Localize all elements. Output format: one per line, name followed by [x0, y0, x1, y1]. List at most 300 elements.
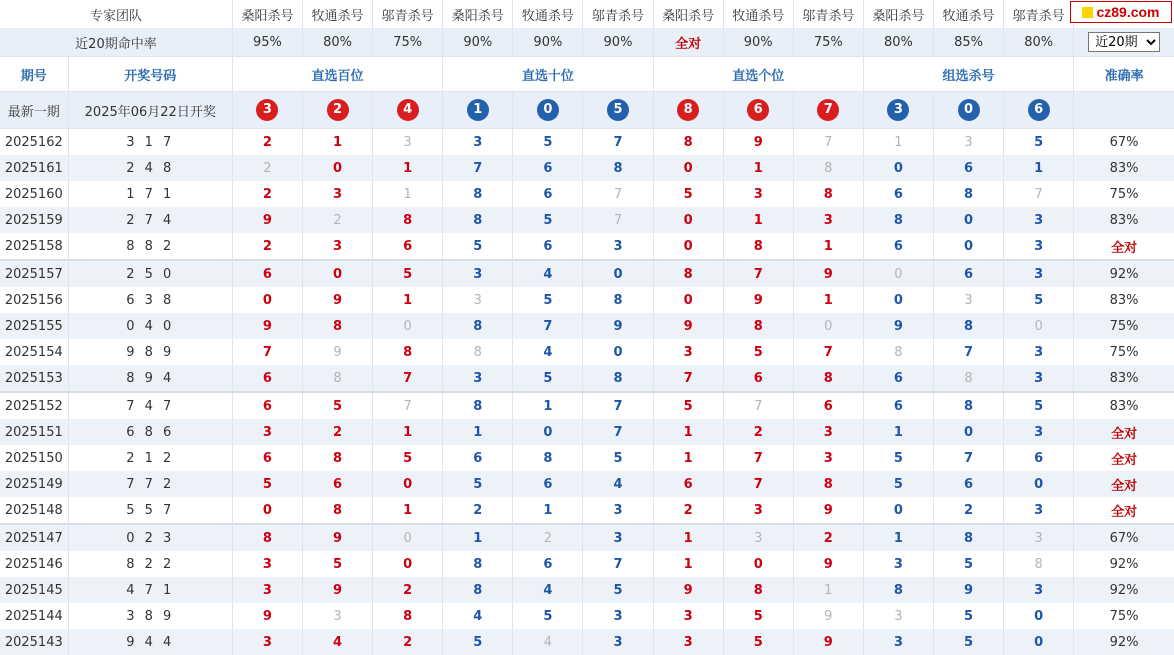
expert-name: 牧通杀号 [303, 0, 373, 28]
pick-number: 9 [333, 582, 343, 598]
pick-number: 1 [753, 160, 763, 176]
pick-number-missed: 8 [964, 370, 973, 386]
accuracy-rate: 92% [1074, 260, 1174, 287]
accuracy-rate: 83% [1074, 392, 1174, 419]
accuracy-rate: 83% [1074, 155, 1174, 181]
pick-number: 8 [823, 370, 833, 386]
pick-number: 1 [893, 424, 903, 440]
pick-number: 8 [683, 134, 693, 150]
pick-number: 9 [893, 318, 903, 334]
pick-number: 0 [1034, 608, 1044, 624]
pick-ball: 8 [677, 99, 699, 121]
draw-numbers: 8 2 2 [68, 551, 232, 577]
pick-number: 6 [333, 476, 343, 492]
pick-number-missed: 9 [824, 608, 833, 624]
draw-numbers: 2 4 8 [68, 155, 232, 181]
pick-number: 8 [473, 186, 483, 202]
draw-numbers: 3 1 7 [68, 129, 232, 156]
issue-header: 期号 [0, 57, 68, 92]
hit-rate: 90% [723, 28, 793, 57]
pick-number: 6 [543, 238, 553, 254]
pick-number: 8 [333, 318, 343, 334]
pick-number: 2 [262, 134, 272, 150]
pick-number: 3 [333, 238, 343, 254]
pick-number: 3 [613, 238, 623, 254]
pick-number-missed: 3 [333, 608, 342, 624]
hit-rate: 80% [863, 28, 933, 57]
pick-number: 5 [543, 292, 553, 308]
pick-number: 8 [262, 530, 272, 546]
pick-number: 1 [823, 238, 833, 254]
pick-number: 1 [403, 424, 413, 440]
pick-number: 0 [964, 212, 974, 228]
accuracy-rate: 全对 [1074, 471, 1174, 497]
pick-number: 7 [964, 344, 974, 360]
history-row [0, 471, 1174, 497]
pick-number: 0 [613, 266, 623, 282]
draw-numbers: 8 9 4 [68, 365, 232, 392]
expert-name: 邬青杀号 [373, 0, 443, 28]
pick-ball: 0 [958, 99, 980, 121]
issue-number: 2025157 [0, 260, 68, 287]
pick-number: 7 [753, 476, 763, 492]
history-row [0, 392, 1174, 419]
issue-number: 2025158 [0, 233, 68, 260]
accuracy-rate: 全对 [1111, 240, 1138, 256]
pick-number-missed: 3 [473, 292, 482, 308]
pick-number: 8 [403, 608, 413, 624]
pick-number: 6 [543, 160, 553, 176]
pick-ball: 3 [887, 99, 909, 121]
pick-number: 8 [964, 318, 974, 334]
pick-number: 3 [683, 344, 693, 360]
pick-ball: 5 [607, 99, 629, 121]
pick-number: 8 [473, 318, 483, 334]
pick-number: 0 [893, 502, 903, 518]
issue-number: 2025161 [0, 155, 68, 181]
pick-number: 8 [333, 450, 343, 466]
pick-number: 8 [613, 160, 623, 176]
team-label: 专家团队 [0, 0, 232, 28]
pick-number: 8 [613, 370, 623, 386]
pick-number: 0 [403, 556, 413, 572]
pick-number: 1 [683, 556, 693, 572]
pick-number: 0 [543, 424, 553, 440]
pick-number: 3 [262, 556, 272, 572]
draw-numbers: 0 2 3 [68, 524, 232, 551]
pick-number: 7 [683, 370, 693, 386]
pick-number: 9 [823, 556, 833, 572]
pick-number-missed: 3 [964, 134, 973, 150]
pick-ball: 1 [467, 99, 489, 121]
pick-number: 8 [683, 266, 693, 282]
hit-rate: 90% [583, 28, 653, 57]
issue-number: 2025146 [0, 551, 68, 577]
issue-number: 2025145 [0, 577, 68, 603]
draw-numbers: 7 4 7 [68, 392, 232, 419]
pick-number: 0 [893, 292, 903, 308]
pick-number-missed: 8 [473, 344, 482, 360]
pick-number: 6 [262, 370, 272, 386]
expert-team-row [0, 0, 1174, 28]
pick-number: 3 [683, 608, 693, 624]
hit-rate-row [0, 28, 1174, 57]
accuracy-rate: 83% [1074, 207, 1174, 233]
pick-number: 0 [683, 212, 693, 228]
pick-ball: 3 [256, 99, 278, 121]
draw-numbers: 1 7 1 [68, 181, 232, 207]
pick-number: 1 [473, 424, 483, 440]
pick-number: 6 [964, 266, 974, 282]
pick-number: 9 [333, 530, 343, 546]
draw-numbers: 2 1 2 [68, 445, 232, 471]
history-row [0, 551, 1174, 577]
pick-number: 9 [753, 134, 763, 150]
pick-number: 4 [473, 608, 483, 624]
pick-number: 3 [1034, 424, 1044, 440]
latest-date: 2025年06月22日开奖 [68, 92, 232, 129]
pick-number: 2 [753, 424, 763, 440]
accuracy-rate: 83% [1109, 292, 1139, 308]
pick-number: 7 [753, 266, 763, 282]
pick-number: 5 [753, 634, 763, 650]
pick-number-missed: 8 [1034, 556, 1043, 572]
pick-number: 5 [964, 634, 974, 650]
issue-number: 2025160 [0, 181, 68, 207]
issue-number: 2025154 [0, 339, 68, 365]
draw-numbers: 8 8 2 [68, 233, 232, 260]
pick-number: 5 [473, 634, 483, 650]
history-row [0, 313, 1174, 339]
pick-number: 1 [543, 398, 553, 414]
expert-name: 牧通杀号 [723, 0, 793, 28]
pick-number: 8 [964, 530, 974, 546]
period-select-cell [1074, 28, 1174, 57]
pick-number: 0 [683, 160, 693, 176]
pick-number: 8 [964, 186, 974, 202]
pick-number: 5 [403, 266, 413, 282]
hit-rate-full: 全对 [653, 28, 723, 57]
pick-number: 6 [964, 160, 974, 176]
pick-number-missed: 7 [824, 134, 833, 150]
pick-number: 2 [964, 502, 974, 518]
pick-number: 2 [823, 530, 833, 546]
pick-number: 6 [893, 370, 903, 386]
pick-number: 4 [543, 266, 553, 282]
pick-number: 9 [333, 292, 343, 308]
pick-number: 6 [1034, 450, 1044, 466]
pick-number-missed: 7 [613, 186, 623, 202]
pick-number-missed: 3 [1034, 530, 1043, 546]
pick-number: 5 [683, 398, 693, 414]
pick-number: 3 [1034, 266, 1044, 282]
pick-number-missed: 3 [754, 530, 763, 546]
pick-ball: 6 [747, 99, 769, 121]
history-row [0, 497, 1174, 524]
pick-number: 0 [403, 476, 413, 492]
logo-square-icon [1082, 7, 1093, 18]
pick-number: 3 [1034, 212, 1044, 228]
history-row [0, 577, 1174, 603]
pick-number: 0 [893, 160, 903, 176]
pick-number: 0 [1034, 634, 1044, 650]
issue-number: 2025162 [0, 129, 68, 156]
history-row [0, 233, 1174, 260]
pick-number: 3 [613, 608, 623, 624]
pick-number-missed: 9 [333, 344, 342, 360]
pick-number: 3 [683, 634, 693, 650]
pick-number: 7 [543, 318, 553, 334]
pick-number: 8 [753, 238, 763, 254]
accuracy-header: 准确率 [1074, 57, 1174, 92]
pick-number: 8 [753, 582, 763, 598]
pick-number: 5 [753, 608, 763, 624]
pick-number: 9 [823, 634, 833, 650]
pick-ball: 2 [327, 99, 349, 121]
pick-number: 5 [543, 370, 553, 386]
pick-number: 8 [473, 582, 483, 598]
pick-number: 6 [543, 186, 553, 202]
pick-number: 3 [333, 186, 343, 202]
pick-number-missed: 1 [824, 582, 833, 598]
pick-number-missed: 2 [333, 212, 342, 228]
pick-number: 0 [333, 160, 343, 176]
draw-numbers: 9 4 4 [68, 629, 232, 655]
pick-number: 1 [403, 502, 413, 518]
pick-number: 0 [683, 292, 693, 308]
pick-number: 8 [893, 582, 903, 598]
pick-number: 2 [262, 186, 272, 202]
accuracy-rate: 75% [1109, 344, 1139, 360]
hundreds-header: 直选百位 [232, 57, 442, 92]
pick-number: 8 [893, 212, 903, 228]
pick-number: 5 [333, 398, 343, 414]
issue-number: 2025149 [0, 471, 68, 497]
expert-name: 邬青杀号 [793, 0, 863, 28]
hit-rate: 75% [793, 28, 863, 57]
pick-number: 1 [893, 530, 903, 546]
pick-number-missed: 7 [1034, 186, 1043, 202]
pick-number: 4 [543, 582, 553, 598]
pick-number: 3 [1034, 370, 1044, 386]
expert-name: 牧通杀号 [513, 0, 583, 28]
tens-header: 直选十位 [443, 57, 653, 92]
pick-number: 7 [823, 344, 833, 360]
issue-number: 2025147 [0, 524, 68, 551]
pick-number: 1 [1034, 160, 1044, 176]
expert-name: 邬青杀号 [1004, 0, 1074, 28]
pick-number: 3 [1034, 582, 1044, 598]
issue-number: 2025151 [0, 419, 68, 445]
pick-number: 6 [893, 238, 903, 254]
issue-number: 2025159 [0, 207, 68, 233]
pick-number: 3 [823, 450, 833, 466]
pick-number: 3 [1034, 344, 1044, 360]
latest-row [0, 92, 1174, 129]
pick-number: 1 [333, 134, 343, 150]
pick-number: 5 [613, 450, 623, 466]
pick-number: 0 [1034, 476, 1044, 492]
pick-number: 5 [1034, 292, 1044, 308]
pick-number: 5 [893, 476, 903, 492]
pick-number-missed: 0 [403, 318, 412, 334]
pick-number: 7 [613, 556, 623, 572]
pick-number: 8 [473, 212, 483, 228]
pick-number-missed: 7 [403, 398, 412, 414]
pick-number: 3 [262, 582, 272, 598]
pick-number: 3 [753, 502, 763, 518]
pick-number: 3 [473, 134, 483, 150]
pick-ball: 4 [397, 99, 419, 121]
site-logo[interactable] [1070, 1, 1172, 23]
hit-rate: 90% [513, 28, 583, 57]
pick-number: 3 [613, 530, 623, 546]
expert-name: 桑阳杀号 [232, 0, 302, 28]
pick-number: 6 [473, 450, 483, 466]
pick-number-missed: 0 [1034, 318, 1043, 334]
expert-name: 牧通杀号 [933, 0, 1003, 28]
pick-number: 2 [683, 502, 693, 518]
hit-rate: 95% [232, 28, 302, 57]
accuracy-rate: 92% [1074, 629, 1174, 655]
pick-number: 6 [964, 476, 974, 492]
pick-number: 5 [543, 212, 553, 228]
pick-number: 9 [683, 318, 693, 334]
pick-number: 8 [964, 398, 974, 414]
pick-number: 5 [893, 450, 903, 466]
pick-number: 3 [893, 634, 903, 650]
pick-number: 8 [613, 292, 623, 308]
history-row [0, 129, 1174, 156]
pick-number-missed: 2 [263, 160, 272, 176]
draw-numbers: 2 7 4 [68, 207, 232, 233]
accuracy-rate: 67% [1074, 524, 1174, 551]
pick-number: 6 [262, 266, 272, 282]
accuracy-rate: 全对 [1111, 504, 1138, 520]
pick-number: 2 [403, 582, 413, 598]
pick-number: 2 [262, 238, 272, 254]
pick-ball: 7 [817, 99, 839, 121]
pick-number: 0 [683, 238, 693, 254]
pick-number: 1 [683, 530, 693, 546]
hit-rate: 80% [303, 28, 373, 57]
pick-number-missed: 7 [754, 398, 763, 414]
period-select[interactable] [1088, 32, 1160, 52]
pick-number-missed: 3 [964, 292, 973, 308]
history-row [0, 365, 1174, 392]
latest-accuracy [1074, 92, 1174, 129]
history-row [0, 155, 1174, 181]
draw-numbers: 2 5 0 [68, 260, 232, 287]
pick-number-missed: 8 [333, 370, 342, 386]
issue-number: 2025143 [0, 629, 68, 655]
accuracy-rate: 83% [1074, 365, 1174, 392]
pick-number: 6 [683, 476, 693, 492]
pick-number: 6 [893, 398, 903, 414]
pick-number: 7 [753, 450, 763, 466]
pick-number: 1 [473, 530, 483, 546]
pick-number: 7 [613, 398, 623, 414]
accuracy-rate: 67% [1109, 134, 1139, 150]
pick-number-missed: 0 [824, 318, 833, 334]
pick-number: 9 [964, 582, 974, 598]
pick-number-missed: 1 [894, 134, 903, 150]
history-row [0, 629, 1174, 655]
pick-number: 5 [543, 134, 553, 150]
pick-number: 1 [543, 502, 553, 518]
pick-number-missed: 0 [403, 530, 412, 546]
pick-number: 8 [753, 318, 763, 334]
expert-name: 桑阳杀号 [443, 0, 513, 28]
accuracy-rate: 75% [1109, 186, 1139, 202]
pick-number: 9 [753, 292, 763, 308]
issue-number: 2025148 [0, 497, 68, 524]
pick-number: 2 [403, 634, 413, 650]
pick-number: 7 [613, 424, 623, 440]
history-row [0, 287, 1174, 313]
pick-number: 9 [262, 318, 272, 334]
pick-number: 0 [964, 238, 974, 254]
pick-number: 6 [543, 556, 553, 572]
pick-number: 6 [262, 398, 272, 414]
pick-number: 5 [753, 344, 763, 360]
pick-number: 3 [613, 634, 623, 650]
draw-numbers: 5 5 7 [68, 497, 232, 524]
issue-number: 2025150 [0, 445, 68, 471]
pick-number: 0 [753, 556, 763, 572]
ones-header: 直选个位 [653, 57, 863, 92]
logo-text: cz89.com [1096, 4, 1160, 20]
expert-name: 桑阳杀号 [653, 0, 723, 28]
pick-number: 8 [473, 398, 483, 414]
pick-number-missed: 8 [894, 344, 903, 360]
draw-numbers: 7 7 2 [68, 471, 232, 497]
pick-number: 5 [613, 582, 623, 598]
pick-number-missed: 2 [543, 530, 553, 546]
hit-rate: 75% [373, 28, 443, 57]
pick-number: 0 [613, 344, 623, 360]
pick-number: 7 [262, 344, 272, 360]
pick-number-missed: 0 [894, 266, 903, 282]
accuracy-rate: 75% [1074, 313, 1174, 339]
hit-rate: 85% [933, 28, 1003, 57]
pick-number: 9 [613, 318, 623, 334]
pick-number-missed: 3 [403, 134, 412, 150]
pick-number: 8 [403, 212, 413, 228]
pick-number: 3 [473, 370, 483, 386]
pick-number-missed: 8 [824, 160, 833, 176]
pick-number: 6 [893, 186, 903, 202]
accuracy-rate: 92% [1074, 577, 1174, 603]
hit-rate: 80% [1004, 28, 1074, 57]
pick-number: 9 [823, 266, 833, 282]
pick-number: 9 [683, 582, 693, 598]
draw-header: 开奖号码 [68, 57, 232, 92]
draw-numbers: 6 3 8 [68, 287, 232, 313]
pick-number: 7 [964, 450, 974, 466]
pick-number: 0 [262, 292, 272, 308]
pick-number: 8 [333, 502, 343, 518]
pick-number-missed: 7 [613, 212, 623, 228]
pick-number-missed: 3 [894, 608, 903, 624]
pick-number: 6 [753, 370, 763, 386]
latest-label: 最新一期 [0, 92, 68, 129]
hit-rate-label: 近20期命中率 [0, 28, 232, 57]
history-row [0, 339, 1174, 365]
pick-number: 8 [823, 476, 833, 492]
history-row [0, 445, 1174, 471]
pick-number: 0 [262, 502, 272, 518]
